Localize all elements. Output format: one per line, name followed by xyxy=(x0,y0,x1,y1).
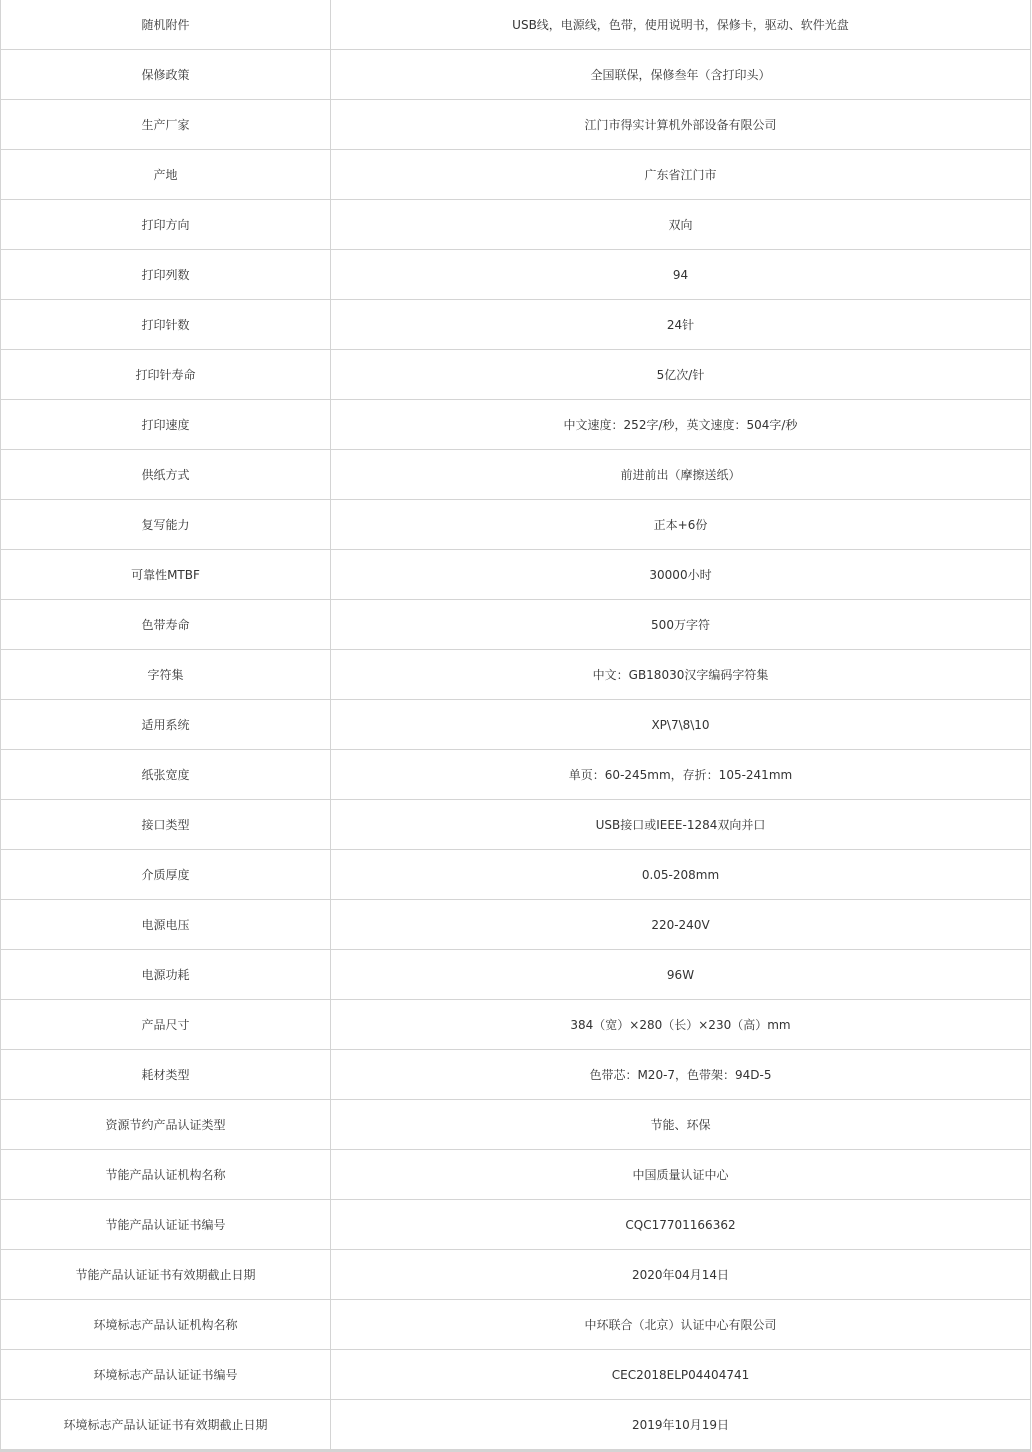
spec-label: 随机附件 xyxy=(1,0,331,50)
spec-row xyxy=(1,350,1031,400)
spec-value: 2020年04月14日 xyxy=(331,1250,1031,1300)
spec-label: 可靠性MTBF xyxy=(1,550,331,600)
spec-label: 介质厚度 xyxy=(1,850,331,900)
spec-label: 打印方向 xyxy=(1,200,331,250)
spec-value: 中文速度：252字/秒，英文速度：504字/秒 xyxy=(331,400,1031,450)
spec-row xyxy=(1,1200,1031,1250)
spec-value: 中文：GB18030汉字编码字符集 xyxy=(331,650,1031,700)
spec-label: 产地 xyxy=(1,150,331,200)
spec-value: 色带芯：M20-7，色带架：94D-5 xyxy=(331,1050,1031,1100)
spec-label: 打印针数 xyxy=(1,300,331,350)
spec-row xyxy=(1,150,1031,200)
spec-value: 节能、环保 xyxy=(331,1100,1031,1150)
spec-value: CEC2018ELP04404741 xyxy=(331,1350,1031,1400)
spec-row xyxy=(1,200,1031,250)
spec-value: 双向 xyxy=(331,200,1031,250)
spec-value: 0.05-208mm xyxy=(331,850,1031,900)
spec-value: 正本+6份 xyxy=(331,500,1031,550)
spec-label: 资源节约产品认证类型 xyxy=(1,1100,331,1150)
spec-table-body xyxy=(1,0,1031,1451)
spec-value: USB线，电源线，色带，使用说明书，保修卡，驱动、软件光盘 xyxy=(331,0,1031,50)
spec-label: 生产厂家 xyxy=(1,100,331,150)
spec-label: 打印列数 xyxy=(1,250,331,300)
spec-row xyxy=(1,750,1031,800)
spec-value: 96W xyxy=(331,950,1031,1000)
spec-label: 供纸方式 xyxy=(1,450,331,500)
spec-label: 节能产品认证证书有效期截止日期 xyxy=(1,1250,331,1300)
spec-label: 产品尺寸 xyxy=(1,1000,331,1050)
spec-value: 单页：60-245mm，存折：105-241mm xyxy=(331,750,1031,800)
spec-row xyxy=(1,800,1031,850)
spec-label: 电源功耗 xyxy=(1,950,331,1000)
spec-row xyxy=(1,1400,1031,1451)
spec-value: 500万字符 xyxy=(331,600,1031,650)
spec-value: CQC17701166362 xyxy=(331,1200,1031,1250)
spec-row xyxy=(1,1300,1031,1350)
spec-row xyxy=(1,1350,1031,1400)
spec-label: 打印速度 xyxy=(1,400,331,450)
spec-value: 30000小时 xyxy=(331,550,1031,600)
spec-label: 打印针寿命 xyxy=(1,350,331,400)
spec-label: 保修政策 xyxy=(1,50,331,100)
spec-value: 江门市得实计算机外部设备有限公司 xyxy=(331,100,1031,150)
spec-label: 电源电压 xyxy=(1,900,331,950)
spec-row xyxy=(1,1150,1031,1200)
spec-value: 384（宽）×280（长）×230（高）mm xyxy=(331,1000,1031,1050)
spec-value: 前进前出（摩擦送纸） xyxy=(331,450,1031,500)
spec-row xyxy=(1,1250,1031,1300)
spec-label: 环境标志产品认证证书编号 xyxy=(1,1350,331,1400)
spec-row xyxy=(1,950,1031,1000)
spec-row xyxy=(1,500,1031,550)
spec-value: 5亿次/针 xyxy=(331,350,1031,400)
spec-row xyxy=(1,600,1031,650)
spec-label: 接口类型 xyxy=(1,800,331,850)
spec-label: 纸张宽度 xyxy=(1,750,331,800)
spec-value: 220-240V xyxy=(331,900,1031,950)
spec-label: 适用系统 xyxy=(1,700,331,750)
spec-row xyxy=(1,100,1031,150)
spec-row xyxy=(1,650,1031,700)
spec-label: 耗材类型 xyxy=(1,1050,331,1100)
spec-value: XP\7\8\10 xyxy=(331,700,1031,750)
spec-row xyxy=(1,1050,1031,1100)
spec-label: 节能产品认证证书编号 xyxy=(1,1200,331,1250)
spec-row xyxy=(1,900,1031,950)
spec-row xyxy=(1,550,1031,600)
spec-value: 中国质量认证中心 xyxy=(331,1150,1031,1200)
spec-row xyxy=(1,450,1031,500)
spec-label: 复写能力 xyxy=(1,500,331,550)
spec-label: 字符集 xyxy=(1,650,331,700)
spec-row xyxy=(1,850,1031,900)
spec-row xyxy=(1,250,1031,300)
spec-label: 环境标志产品认证证书有效期截止日期 xyxy=(1,1400,331,1451)
spec-value: 24针 xyxy=(331,300,1031,350)
spec-label: 色带寿命 xyxy=(1,600,331,650)
spec-row xyxy=(1,300,1031,350)
spec-row xyxy=(1,1100,1031,1150)
spec-value: 中环联合（北京）认证中心有限公司 xyxy=(331,1300,1031,1350)
spec-label: 环境标志产品认证机构名称 xyxy=(1,1300,331,1350)
spec-value: 94 xyxy=(331,250,1031,300)
spec-row xyxy=(1,400,1031,450)
spec-row xyxy=(1,700,1031,750)
spec-row xyxy=(1,0,1031,50)
spec-value: USB接口或IEEE-1284双向并口 xyxy=(331,800,1031,850)
spec-row xyxy=(1,50,1031,100)
spec-value: 2019年10月19日 xyxy=(331,1400,1031,1451)
spec-value: 广东省江门市 xyxy=(331,150,1031,200)
spec-label: 节能产品认证机构名称 xyxy=(1,1150,331,1200)
spec-row xyxy=(1,1000,1031,1050)
spec-value: 全国联保，保修叁年（含打印头） xyxy=(331,50,1031,100)
